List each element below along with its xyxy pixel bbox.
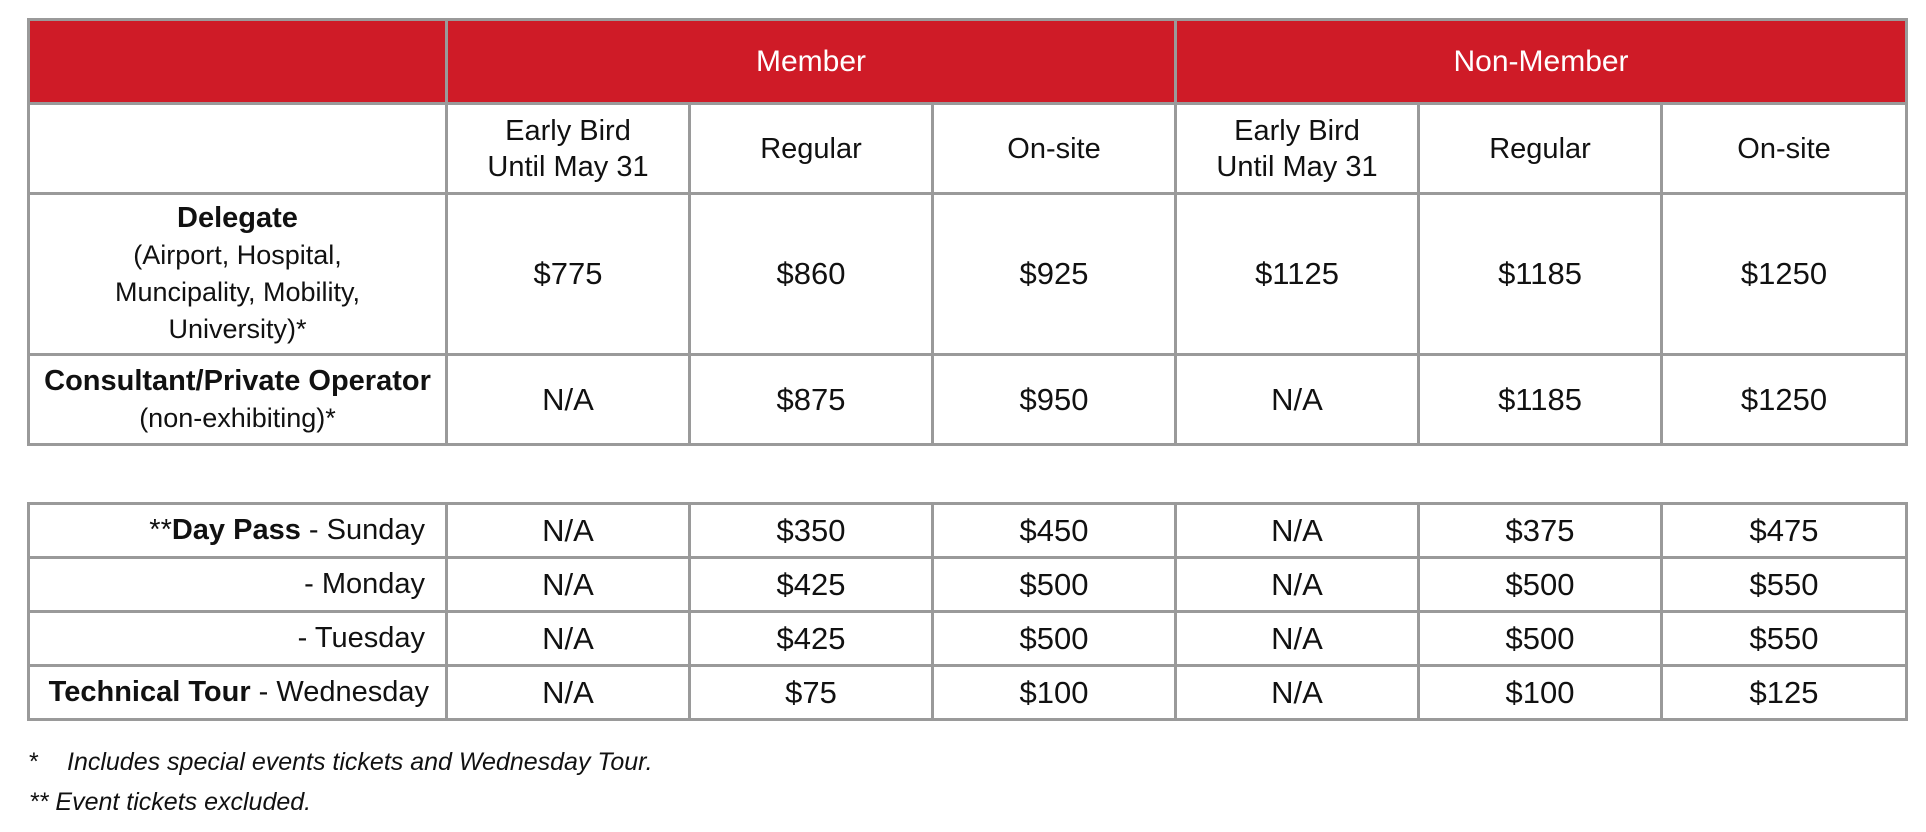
- delegate-non-member-regular-price: $1185: [1419, 194, 1662, 355]
- member-group-header: Member: [447, 20, 1176, 104]
- monday-member-onsite-price: $500: [933, 558, 1176, 612]
- monday-member-early-price: N/A: [447, 558, 690, 612]
- monday-non-member-onsite-price: $550: [1662, 558, 1907, 612]
- non-member-onsite-header: On-site: [1662, 104, 1907, 194]
- sunday-member-regular-price: $350: [690, 504, 933, 558]
- tour-member-onsite-price: $100: [933, 666, 1176, 720]
- monday-member-regular-price: $425: [690, 558, 933, 612]
- table-row-day-pass-sunday: [29, 504, 1907, 558]
- tour-non-member-early-price: N/A: [1176, 666, 1419, 720]
- delegate-title: Delegate: [177, 202, 298, 234]
- delegate-desc-line1: (Airport, Hospital,: [133, 240, 342, 270]
- subheader-corner-cell: [29, 104, 447, 194]
- member-onsite-header: On-site: [933, 104, 1176, 194]
- table-row-delegate: [29, 194, 1907, 355]
- technical-tour-title: Technical Tour: [48, 676, 251, 708]
- delegate-non-member-early-price: $1125: [1176, 194, 1419, 355]
- non-member-early-bird-header: [1176, 104, 1419, 194]
- day-pass-table: [27, 502, 1908, 721]
- table-row-day-pass-monday: [29, 558, 1907, 612]
- tuesday-member-onsite-price: $500: [933, 612, 1176, 666]
- header-corner-cell: [29, 20, 447, 104]
- tuesday-member-early-price: N/A: [447, 612, 690, 666]
- consultant-desc-line1: (non-exhibiting)*: [139, 402, 336, 433]
- group-header-row: [29, 20, 1907, 104]
- table-row-consultant: [29, 355, 1907, 445]
- delegate-non-member-onsite-price: $1250: [1662, 194, 1907, 355]
- tour-member-early-price: N/A: [447, 666, 690, 720]
- footnote-1-text: Includes special events tickets and Wednesday Tour.: [67, 748, 653, 776]
- footnote-1-mark: *: [29, 748, 39, 776]
- member-regular-header: Regular: [690, 104, 933, 194]
- non-member-regular-header: Regular: [1419, 104, 1662, 194]
- non-member-early-bird-line1: Early Bird: [1234, 114, 1360, 147]
- delegate-member-early-price: $775: [447, 194, 690, 355]
- consultant-label-cell: [29, 355, 447, 445]
- tuesday-non-member-regular-price: $500: [1419, 612, 1662, 666]
- footnote-2: [29, 782, 653, 822]
- delegate-member-onsite-price: $925: [933, 194, 1176, 355]
- registration-rates-table: [27, 18, 1908, 446]
- non-member-early-bird-line2: Until May 31: [1216, 150, 1378, 183]
- day-pass-marker: **: [149, 514, 172, 546]
- tuesday-non-member-early-price: N/A: [1176, 612, 1419, 666]
- tour-non-member-regular-price: $100: [1419, 666, 1662, 720]
- monday-non-member-early-price: N/A: [1176, 558, 1419, 612]
- delegate-desc-line3: University)*: [168, 314, 307, 344]
- member-early-bird-header: [447, 104, 690, 194]
- footnotes: [29, 742, 653, 822]
- delegate-member-regular-price: $860: [690, 194, 933, 355]
- monday-label-cell: [29, 558, 447, 612]
- consultant-member-onsite-price: $950: [933, 355, 1176, 445]
- footnote-1: [29, 742, 653, 782]
- non-member-group-header: Non-Member: [1176, 20, 1907, 104]
- tour-label-cell: [29, 666, 447, 720]
- tuesday-label-cell: [29, 612, 447, 666]
- footnote-2-mark: **: [29, 788, 49, 816]
- sunday-non-member-regular-price: $375: [1419, 504, 1662, 558]
- sunday-label-cell: [29, 504, 447, 558]
- sunday-member-onsite-price: $450: [933, 504, 1176, 558]
- tuesday-label: - Tuesday: [297, 622, 425, 654]
- sunday-non-member-onsite-price: $475: [1662, 504, 1907, 558]
- table-row-technical-tour: [29, 666, 1907, 720]
- member-early-bird-line1: Early Bird: [505, 114, 631, 147]
- sunday-non-member-early-price: N/A: [1176, 504, 1419, 558]
- sunday-label: - Sunday: [300, 514, 425, 546]
- wednesday-label: - Wednesday: [250, 676, 429, 708]
- tuesday-member-regular-price: $425: [690, 612, 933, 666]
- consultant-non-member-early-price: N/A: [1176, 355, 1419, 445]
- monday-label: - Monday: [304, 568, 425, 600]
- table-row-day-pass-tuesday: [29, 612, 1907, 666]
- delegate-label-cell: [29, 194, 447, 355]
- tour-member-regular-price: $75: [690, 666, 933, 720]
- tour-non-member-onsite-price: $125: [1662, 666, 1907, 720]
- consultant-member-regular-price: $875: [690, 355, 933, 445]
- monday-non-member-regular-price: $500: [1419, 558, 1662, 612]
- day-pass-title: Day Pass: [171, 514, 301, 546]
- consultant-title: Consultant/Private Operator: [44, 364, 431, 397]
- sunday-member-early-price: N/A: [447, 504, 690, 558]
- consultant-member-early-price: N/A: [447, 355, 690, 445]
- tuesday-non-member-onsite-price: $550: [1662, 612, 1907, 666]
- consultant-non-member-regular-price: $1185: [1419, 355, 1662, 445]
- column-header-row: [29, 104, 1907, 194]
- member-early-bird-line2: Until May 31: [487, 150, 649, 183]
- delegate-desc-line2: Muncipality, Mobility,: [114, 277, 361, 307]
- consultant-non-member-onsite-price: $1250: [1662, 355, 1907, 445]
- footnote-2-text: Event tickets excluded.: [55, 788, 312, 816]
